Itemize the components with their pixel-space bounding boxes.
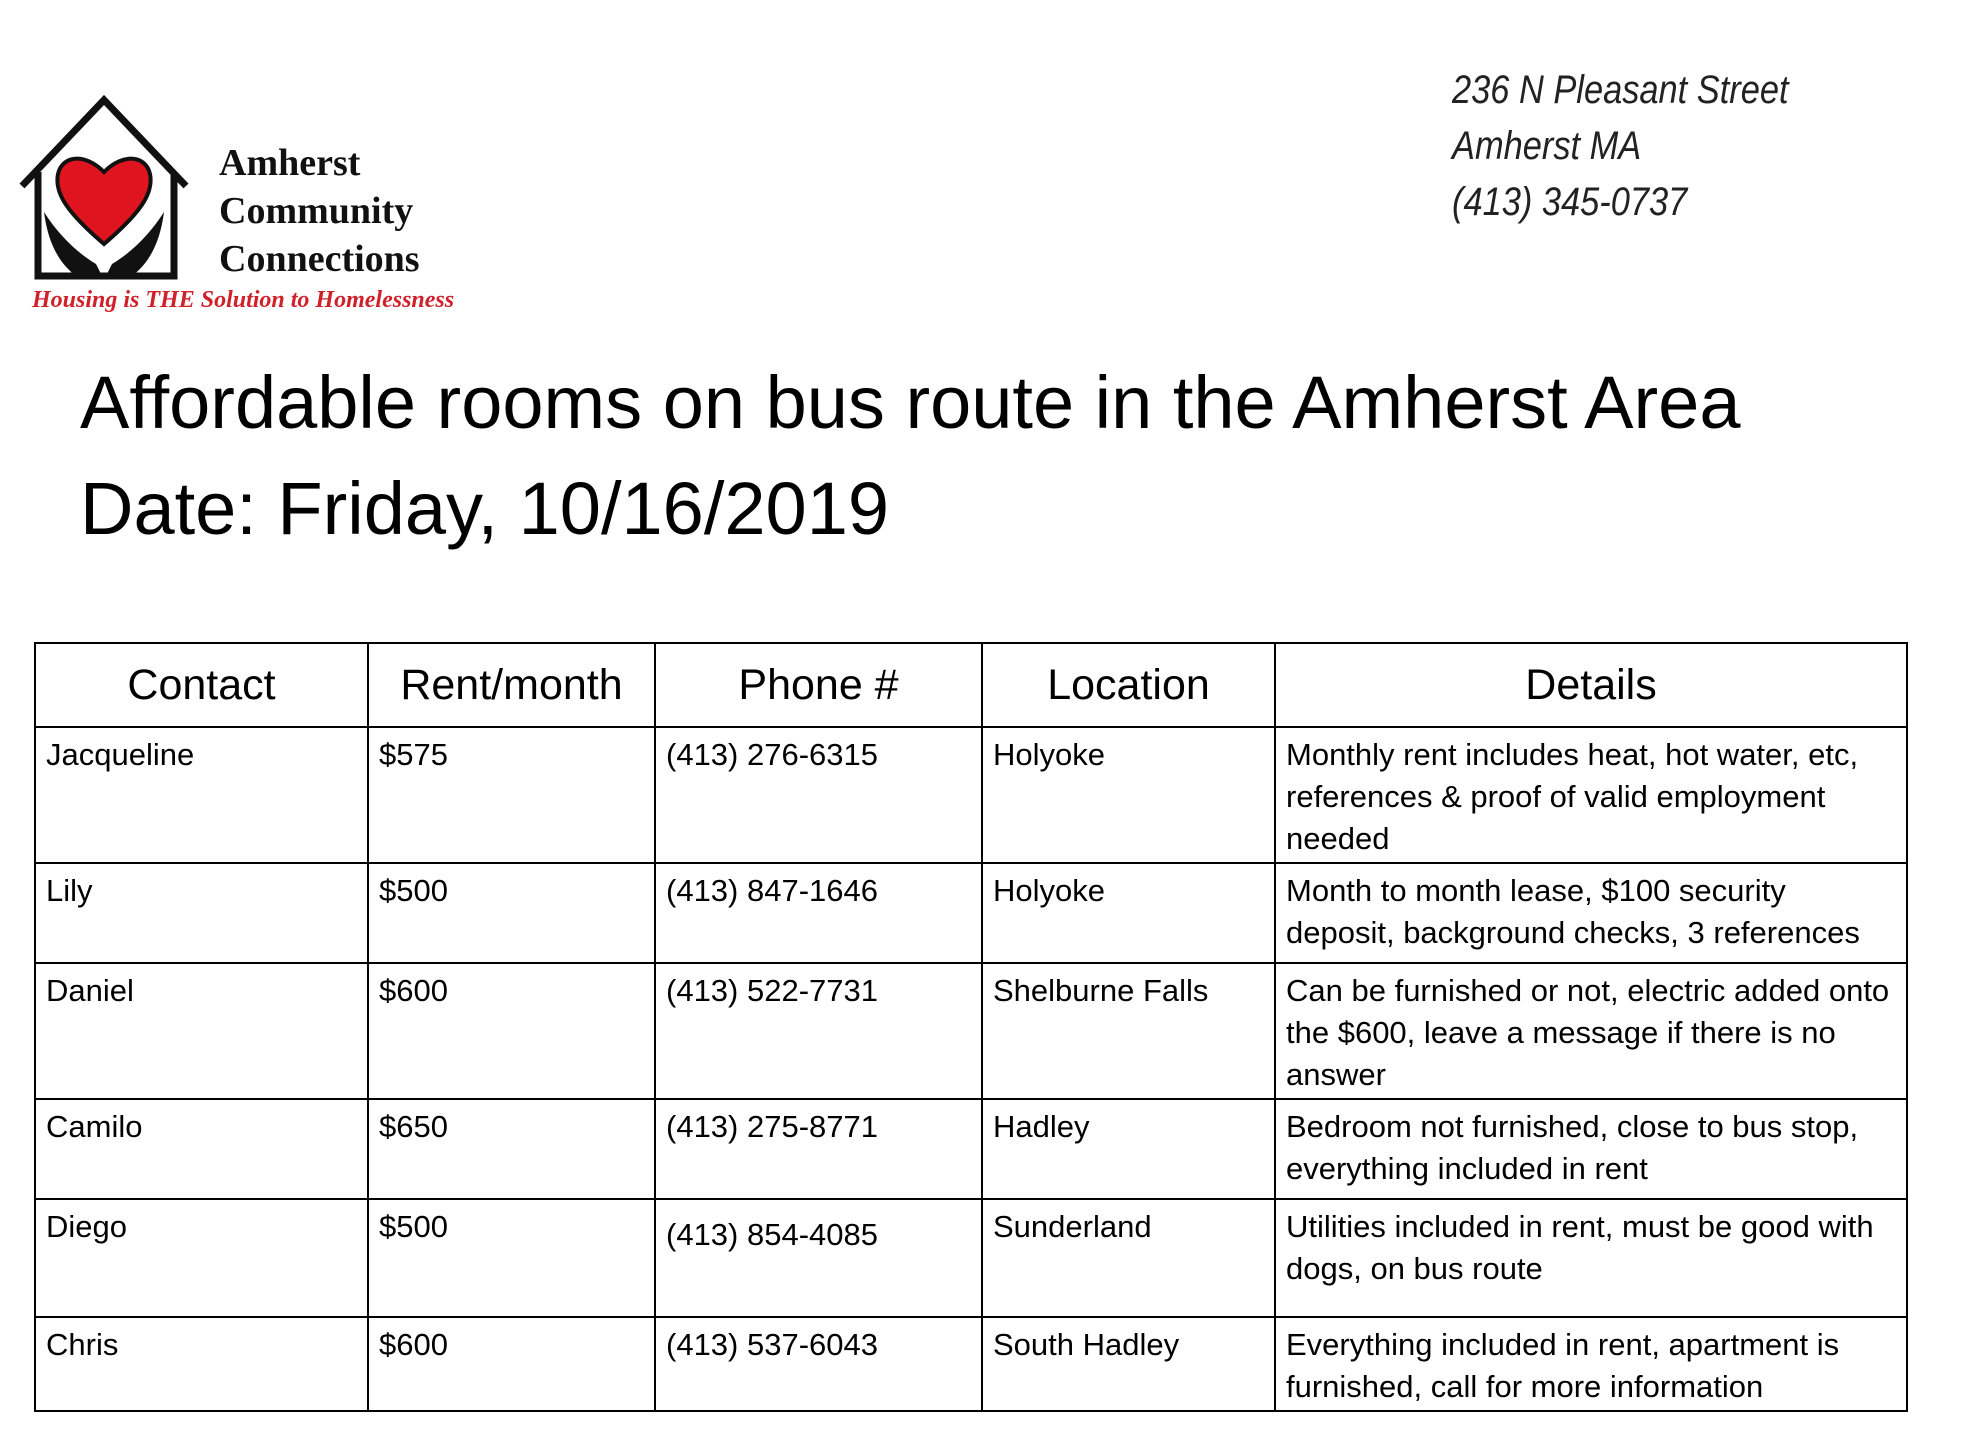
organization-address [1452,62,1789,230]
organization-tagline: Housing is THE Solution to Homelessness [32,287,455,313]
table-row [35,727,1907,863]
column-header-rent: Rent/month [368,643,655,727]
table-row [35,1099,1907,1199]
cell-details: Bedroom not furnished, close to bus stop, everything included in rent [1275,1099,1907,1199]
table-row [35,963,1907,1099]
address-street: 236 N Pleasant Street [1452,68,1789,112]
cell-phone: (413) 854-4085 [655,1199,982,1317]
cell-location: Holyoke [982,863,1275,963]
address-phone: (413) 345-0737 [1452,180,1688,224]
organization-name [219,139,420,283]
table-row [35,863,1907,963]
cell-rent: $500 [368,863,655,963]
cell-contact: Daniel [35,963,368,1099]
address-city: Amherst MA [1452,124,1642,168]
cell-phone: (413) 537-6043 [655,1317,982,1411]
cell-details: Month to month lease, $100 security deposit, background checks, 3 references [1275,863,1907,963]
organization-name-line: Amherst [219,142,361,184]
organization-name-line: Connections [219,238,420,280]
organization-logo [14,94,554,324]
table-row [35,1199,1907,1317]
column-header-phone: Phone # [655,643,982,727]
cell-phone: (413) 275-8771 [655,1099,982,1199]
cell-contact: Diego [35,1199,368,1317]
cell-rent: $500 [368,1199,655,1317]
cell-phone: (413) 522-7731 [655,963,982,1099]
cell-rent: $600 [368,963,655,1099]
cell-details: Everything included in rent, apartment is furnished, call for more information [1275,1317,1907,1411]
rooms-table [34,642,1908,1412]
column-header-location: Location [982,643,1275,727]
column-header-details: Details [1275,643,1907,727]
table-header-row [35,643,1907,727]
cell-location: Shelburne Falls [982,963,1275,1099]
cell-rent: $575 [368,727,655,863]
cell-location: Holyoke [982,727,1275,863]
cell-phone: (413) 847-1646 [655,863,982,963]
page-heading [80,350,1740,562]
cell-location: Hadley [982,1099,1275,1199]
column-header-contact: Contact [35,643,368,727]
table-row [35,1317,1907,1411]
cell-details: Monthly rent includes heat, hot water, etc, references & proof of valid employment needed [1275,727,1907,863]
organization-name-line: Community [219,190,414,232]
cell-rent: $600 [368,1317,655,1411]
cell-contact: Lily [35,863,368,963]
cell-rent: $650 [368,1099,655,1199]
cell-details: Can be furnished or not, electric added onto the $600, leave a message if there is no answer [1275,963,1907,1099]
house-heart-hands-icon [14,94,194,282]
cell-location: South Hadley [982,1317,1275,1411]
page-date: Date: Friday, 10/16/2019 [80,467,890,550]
cell-location: Sunderland [982,1199,1275,1317]
cell-contact: Jacqueline [35,727,368,863]
cell-details: Utilities included in rent, must be good with dogs, on bus route [1275,1199,1907,1317]
cell-contact: Chris [35,1317,368,1411]
page-title: Affordable rooms on bus route in the Amherst Area [80,361,1741,444]
cell-contact: Camilo [35,1099,368,1199]
cell-phone: (413) 276-6315 [655,727,982,863]
